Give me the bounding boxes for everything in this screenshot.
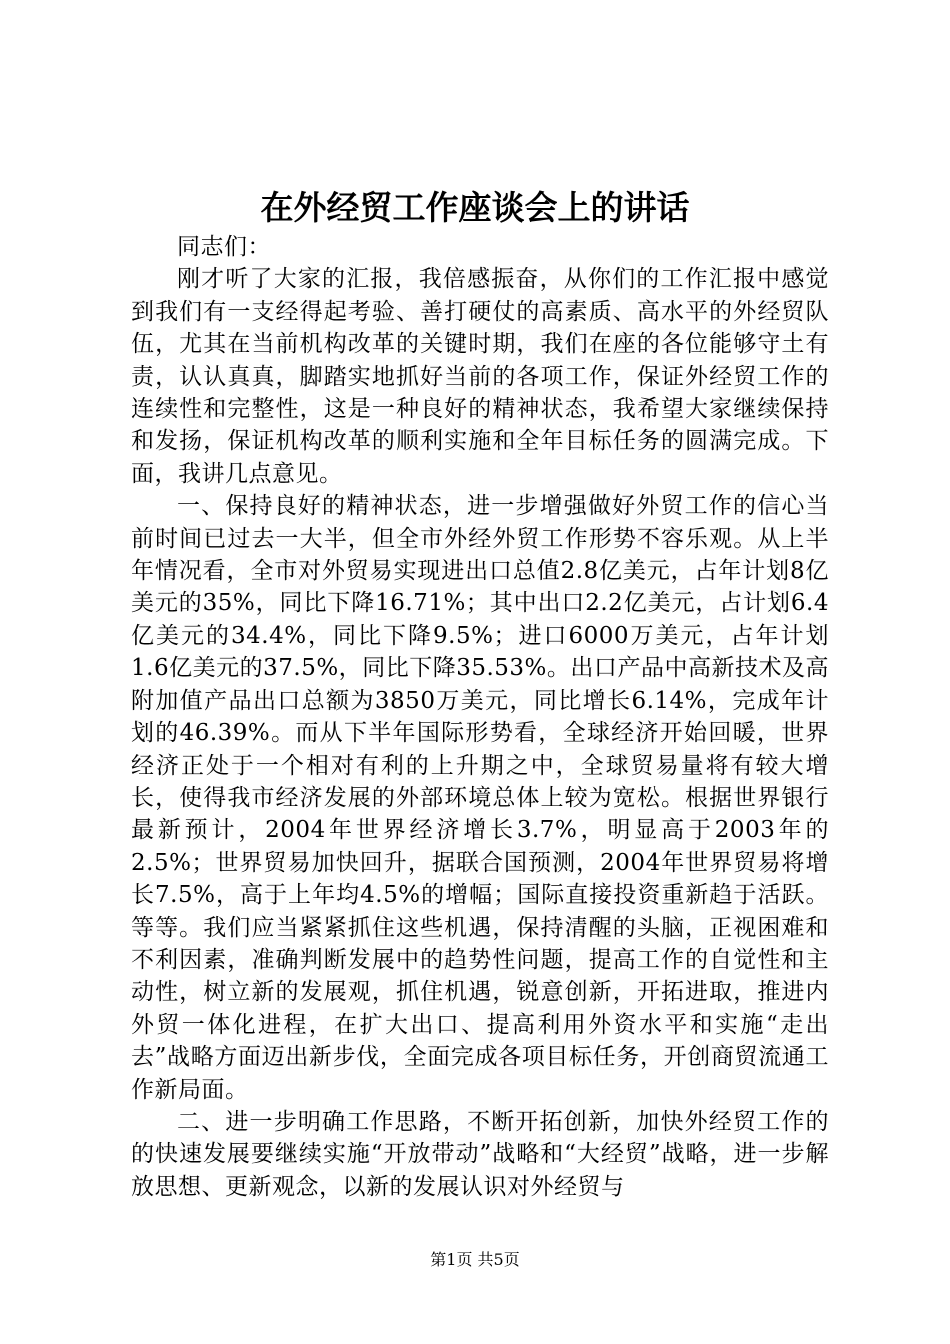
- salutation-paragraph: 同志们：: [177, 234, 271, 260]
- section-one-paragraph: 一、保持良好的精神状态，进一步增强做好外贸工作的信心当前时间已过去一大半，但全市外经外贸工作形势不容乐观。从上半年情况看，全市对外贸易实现进出口总值2.8亿美元，占年计划8亿美元的35%，同比下降16.71%；其中出口2.2亿美元，占计划6.4亿美元的34.4%，同比下降9.5%；进口6000万美元，占年计划1.6亿美元的37.5%，同比下降35.53%。出口产品中高新技术及高附加值产品出口总额为3850万美元，同比增长6.14%，完成年计划的46.39%。而从下半年国际形势看，全球经济开始回暖，世界经济正处于一个相对有利的上升期之中，全球贸易量将有较大增长，使得我市经济发展的外部环境总体上较为宽松。根据世界银行最新预计，2004年世界经济增长3.7%，明显高于2003年的2.5%；世界贸易加快回升，据联合国预测，2004年世界贸易将增长7.5%，高于上年均4.5%的增幅；国际直接投资重新趋于活跃。等等。我们应当紧紧抓住这些机遇，保持清醒的头脑，正视困难和不利因素，准确判断发展中的趋势性问题，提高工作的自觉性和主动性，树立新的发展观，抓住机遇，锐意创新，开拓进取，推进内外贸一体化进程，在扩大出口、提高利用外资水平和实施“走出去”战略方面迈出新步伐，全面完成各项目标任务，开创商贸流通工作新局面。: [131, 493, 829, 1103]
- intro-paragraph: 刚才听了大家的汇报，我倍感振奋，从你们的工作汇报中感觉到我们有一支经得起考验、善打硬仗的高素质、高水平的外经贸队伍，尤其在当前机构改革的关键时期，我们在座的各位能够守土有责，认认真真，脚踏实地抓好当前的各项工作，保证外经贸工作的连续性和完整性，这是一种良好的精神状态，我希望大家继续保持和发扬，保证机构改革的顺利实施和全年目标任务的圆满完成。下面，我讲几点意见。: [131, 266, 829, 487]
- document-body: [131, 231, 829, 1203]
- page-number-footer: 第1页 共5页: [430, 1250, 520, 1269]
- section-two-paragraph: 二、进一步明确工作思路，不断开拓创新，加快外经贸工作的的快速发展要继续实施“开放带动”战略和“大经贸”战略，进一步解放思想、更新观念，以新的发展认识对外经贸与: [131, 1108, 829, 1200]
- document-title: 在外经贸工作座谈会上的讲话: [260, 188, 690, 227]
